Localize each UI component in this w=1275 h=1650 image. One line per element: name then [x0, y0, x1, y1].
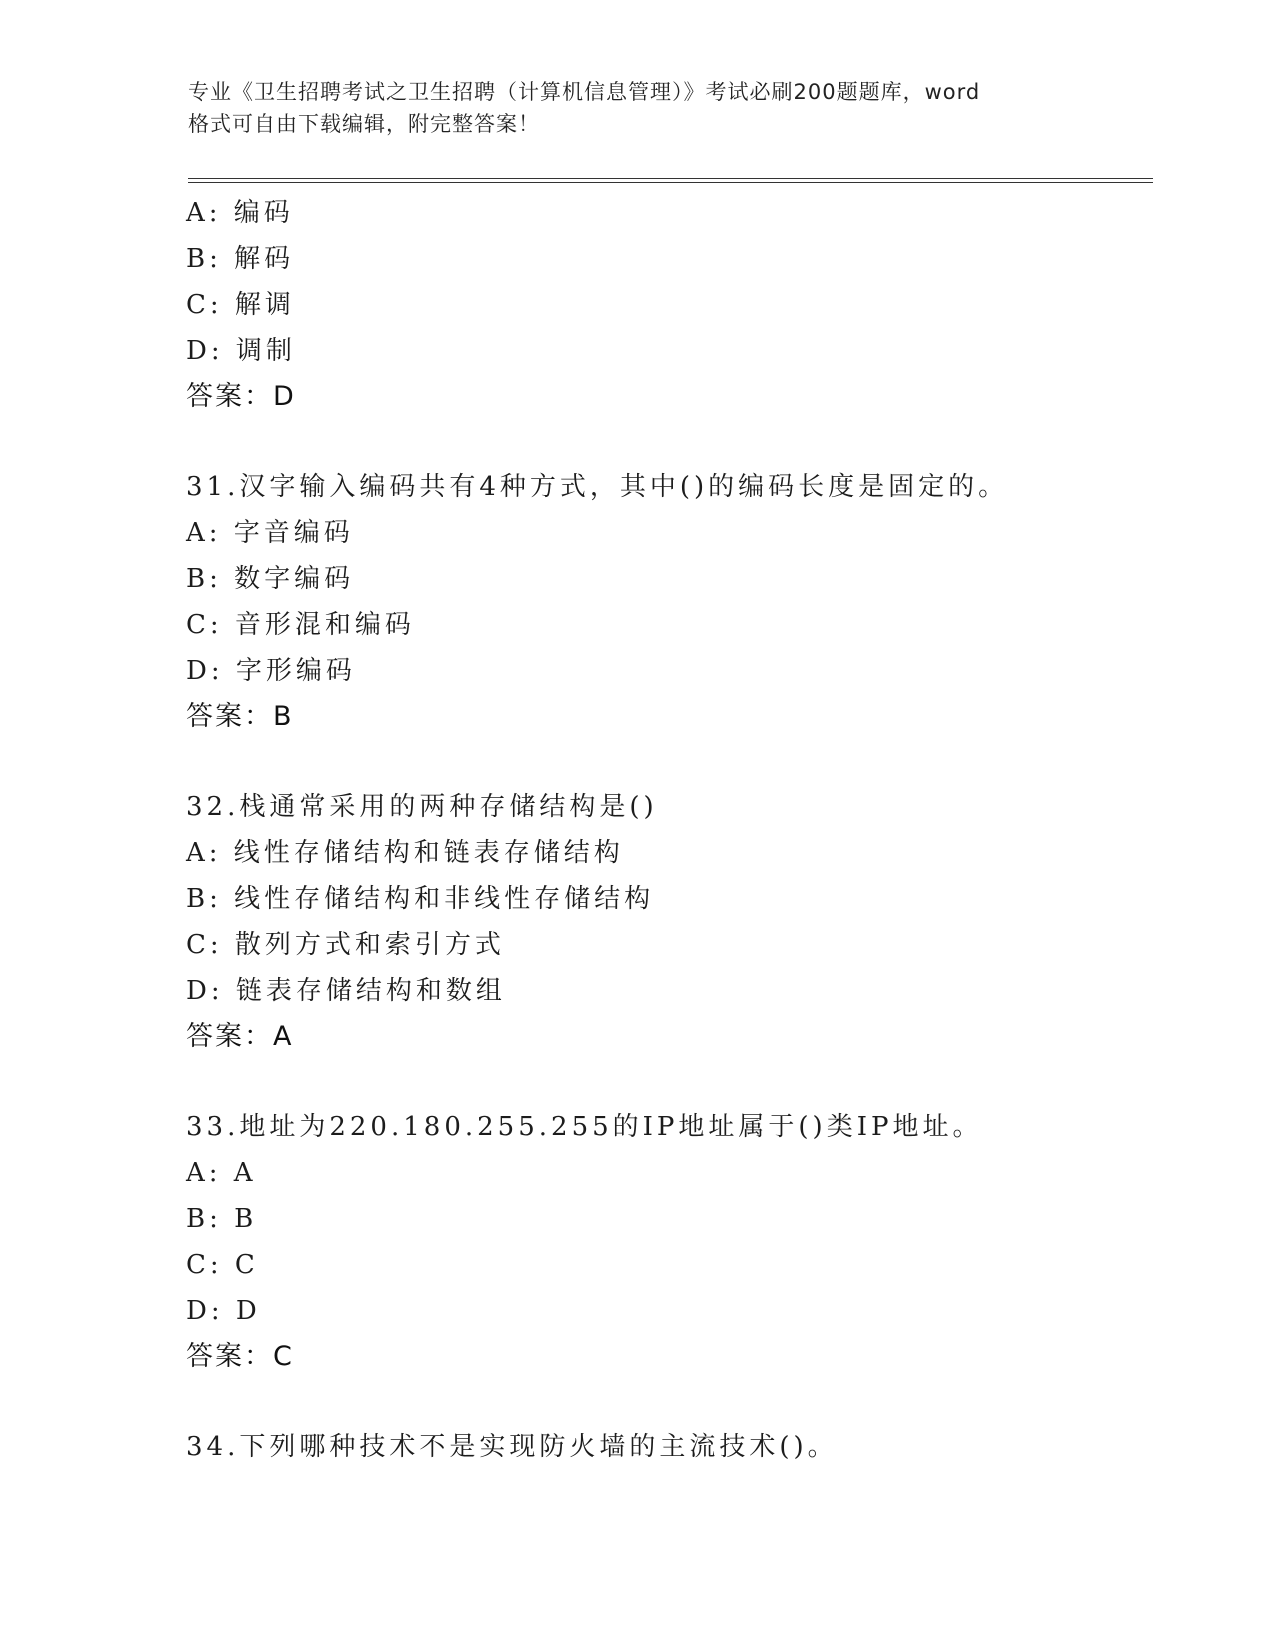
option-b: B: 线性存储结构和非线性存储结构: [186, 884, 655, 914]
option-d: D: 链表存储结构和数组: [186, 976, 506, 1006]
option-c: C: 音形混和编码: [186, 610, 415, 640]
spacer: [186, 740, 1146, 784]
question-text: 34.下列哪种技术不是实现防火墙的主流技术()。: [186, 1432, 838, 1462]
option-c: C: 散列方式和索引方式: [186, 930, 505, 960]
question-text: 32.栈通常采用的两种存储结构是(): [186, 792, 658, 822]
question-text: 33.地址为220.180.255.255的IP地址属于()类IP地址。: [186, 1112, 983, 1142]
spacer: [186, 420, 1146, 464]
option-b: B: 数字编码: [186, 564, 355, 594]
answer-line: 答案：B: [186, 701, 294, 732]
option-c: C: C: [186, 1250, 259, 1280]
option-a: A: 字音编码: [186, 518, 354, 548]
header-line-2: 格式可自由下载编辑，附完整答案！: [188, 112, 540, 136]
option-a: A: 编码: [186, 198, 294, 228]
question-31-block: [186, 464, 1146, 740]
option-b: B: B: [186, 1204, 258, 1234]
answer-line: 答案：A: [186, 1021, 294, 1052]
header-divider-top: [188, 178, 1153, 179]
option-d: D: 调制: [186, 336, 296, 366]
option-d: D: D: [186, 1296, 261, 1326]
answer-line: 答案：C: [186, 1341, 294, 1372]
question-30-block: [186, 190, 1146, 420]
spacer: [186, 1060, 1146, 1104]
question-text: 31.汉字输入编码共有4种方式，其中()的编码长度是固定的。: [186, 472, 1009, 502]
document-header: [188, 76, 1108, 140]
spacer: [186, 1380, 1146, 1424]
question-32-block: [186, 784, 1146, 1060]
question-33-block: [186, 1104, 1146, 1380]
question-34-block: [186, 1424, 1146, 1470]
option-a: A: 线性存储结构和链表存储结构: [186, 838, 624, 868]
option-c: C: 解调: [186, 290, 295, 320]
answer-line: 答案：D: [186, 381, 296, 412]
question-list: [186, 190, 1146, 1470]
header-divider-bottom: [188, 182, 1153, 183]
option-b: B: 解码: [186, 244, 295, 274]
option-a: A: A: [186, 1158, 257, 1188]
option-d: D: 字形编码: [186, 656, 356, 686]
header-line-1: 专业《卫生招聘考试之卫生招聘（计算机信息管理）》考试必刷200题题库，word: [188, 80, 981, 104]
